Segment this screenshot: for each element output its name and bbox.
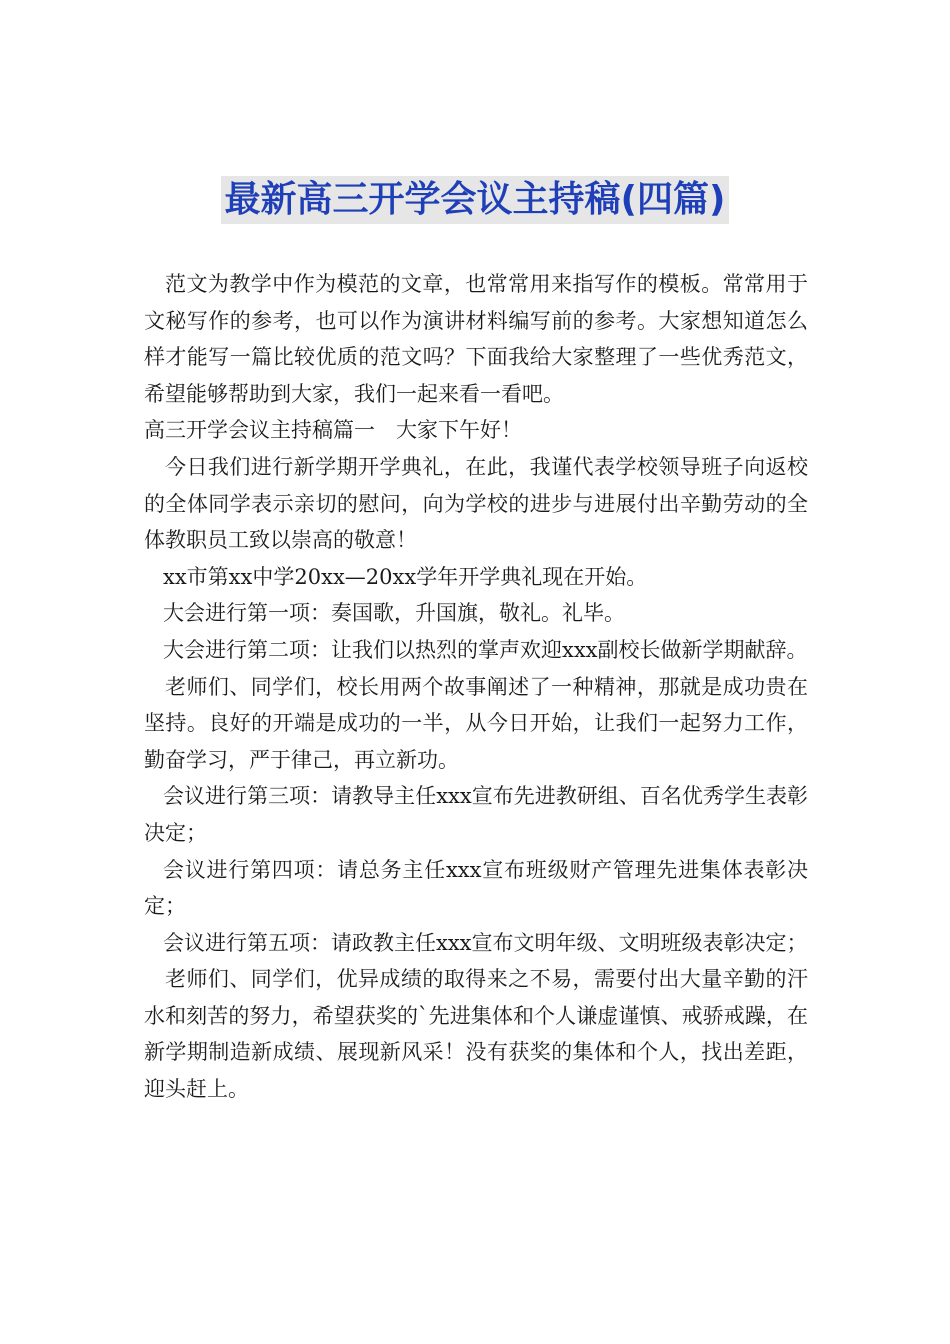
title-container <box>0 176 950 224</box>
paragraph: 会议进行第四项：请总务主任xxx宣布班级财产管理先进集体表彰决定； <box>144 857 808 919</box>
paragraph: xx市第xx中学20xx—20xx学年开学典礼现在开始。 <box>163 564 648 589</box>
paragraph: 会议进行第三项：请教导主任xxx宣布先进教研组、百名优秀学生表彰决定； <box>144 784 808 845</box>
paragraph-intro: 范文为教学中作为模范的文章，也常常用来指写作的模板。常常用于文秘写作的参考，也可以作为演讲材料编写前的参考。大家想知道怎么样才能写一篇比较优质的范文吗？下面我给大家整理了一些优秀范文，希望能够帮助到大家，我们一起来看一看吧。 <box>144 272 808 406</box>
document-title: 最新高三开学会议主持稿(四篇) <box>221 176 730 224</box>
paragraph: 老师们、同学们，优异成绩的取得来之不易，需要付出大量辛勤的汗水和刻苦的努力，希望获奖的`先进集体和个人谦虚谨慎、戒骄戒躁，在新学期制造新成绩、展现新风采！没有获奖的集体和个人，找出差距，迎头赶上。 <box>144 967 808 1102</box>
paragraph-heading: 高三开学会议主持稿篇一 大家下午好！ <box>144 418 522 443</box>
paragraph: 大会进行第一项：奏国歌，升国旗，敬礼。礼毕。 <box>163 601 625 626</box>
document-body <box>144 266 808 1108</box>
paragraph: 今日我们进行新学期开学典礼，在此，我谨代表学校领导班子向返校的全体同学表示亲切的慰问，向为学校的进步与进展付出辛勤劳动的全体教职员工致以崇高的敬意！ <box>144 454 808 553</box>
paragraph: 会议进行第五项：请政教主任xxx宣布文明年级、文明班级表彰决定； <box>163 930 808 955</box>
paragraph: 老师们、同学们，校长用两个故事阐述了一种精神，那就是成功贵在坚持。良好的开端是成功的一半，从今日开始，让我们一起努力工作，勤奋学习，严于律己，再立新功。 <box>144 674 808 772</box>
paragraph: 大会进行第二项：让我们以热烈的掌声欢迎xxx副校长做新学期献辞。 <box>163 637 808 662</box>
